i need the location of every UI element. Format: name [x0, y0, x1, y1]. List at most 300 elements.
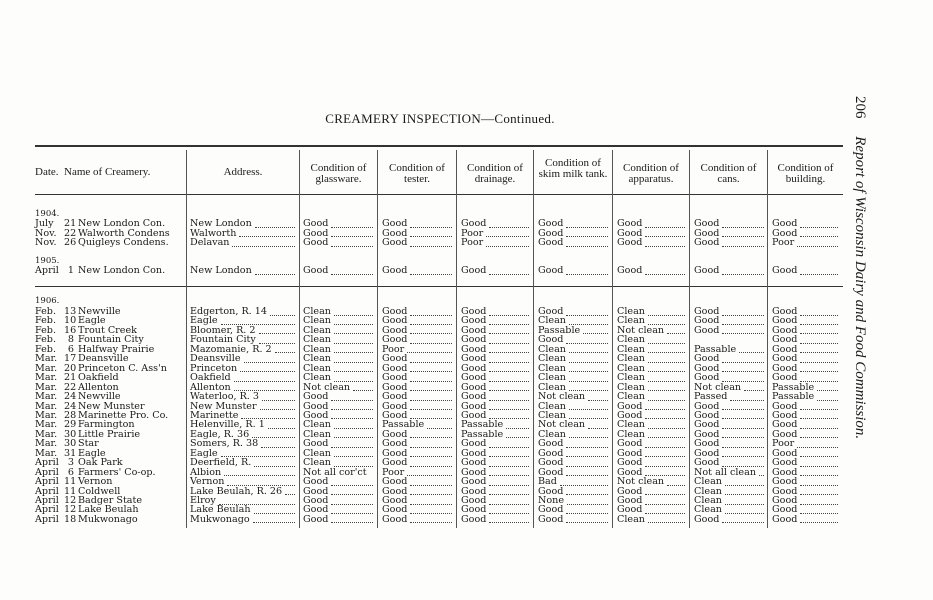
leader-dots [486, 236, 529, 237]
cell-skim: Good [538, 334, 564, 346]
leader-dots [489, 409, 529, 410]
leader-dots [353, 390, 373, 391]
leader-dots [645, 456, 685, 457]
cell-glassware: Good [303, 495, 329, 506]
cell-building: Good [772, 476, 798, 488]
year-label: 1905. [35, 256, 60, 266]
leader-dots [489, 352, 529, 353]
cell-building: Good [772, 353, 798, 365]
leader-dots [331, 274, 373, 275]
leader-dots [489, 371, 529, 372]
date-day: 31 [64, 447, 77, 459]
date-day: 12 [64, 504, 77, 516]
cell-apparatus: Good [617, 457, 643, 469]
leader-dots [744, 390, 764, 391]
leader-dots [588, 400, 608, 401]
cell-skim: Good [538, 306, 564, 317]
leader-dots [645, 466, 685, 467]
leader-dots [489, 390, 529, 391]
leader-dots [410, 343, 452, 344]
creamery-name: Trout Creek [78, 324, 137, 336]
creamery-address: Somers, R. 38 [190, 438, 259, 450]
cell-skim: Good [538, 227, 564, 239]
date-month: Mar. [35, 447, 58, 459]
header-skim-milk-tank: Condition of skim milk tank. [538, 157, 608, 180]
cell-skim: Clean [538, 353, 566, 365]
cell-drainage: Good [461, 265, 487, 276]
leader-dots [334, 362, 373, 363]
leader-dots [800, 362, 838, 363]
cell-apparatus: Good [617, 227, 643, 239]
leader-dots [648, 428, 685, 429]
cell-apparatus: Good [617, 400, 643, 412]
cell-tester: Good [382, 334, 408, 346]
cell-drainage: Good [461, 485, 487, 497]
creamery-name: Eagle [78, 447, 106, 459]
creamery-address: Elroy [190, 495, 216, 506]
leader-dots [722, 371, 764, 372]
leader-dots [797, 447, 838, 448]
cell-apparatus: Good [617, 447, 643, 459]
leader-dots [569, 352, 608, 353]
creamery-name: New London Con. [78, 265, 166, 276]
cell-glassware: Good [303, 237, 329, 248]
leader-dots [722, 324, 764, 325]
cell-skim: Clean [538, 315, 566, 327]
cell-skim: Clean [538, 372, 566, 384]
leader-dots [334, 456, 373, 457]
creamery-name: Deansville [78, 353, 129, 365]
cell-cans: Clean [694, 485, 722, 497]
creamery-address: Vernon [190, 476, 225, 488]
creamery-name: Oak Park [78, 457, 123, 469]
leader-dots [489, 475, 529, 476]
cell-tester: Good [382, 362, 408, 374]
cell-skim: None [538, 495, 565, 506]
leader-dots [232, 246, 295, 247]
leader-dots [800, 343, 838, 344]
table-row [0, 515, 843, 525]
leader-dots [725, 494, 764, 495]
cell-apparatus: Clean [617, 372, 645, 384]
cell-building: Good [772, 315, 798, 327]
leader-dots [566, 236, 608, 237]
leader-dots [252, 437, 295, 438]
cell-building: Good [772, 343, 798, 355]
date-day: 16 [64, 324, 77, 336]
leader-dots [566, 343, 608, 344]
cell-apparatus: Good [617, 438, 643, 450]
leader-dots [234, 381, 295, 382]
leader-dots [722, 236, 764, 237]
cell-building: Poor [772, 438, 795, 450]
leader-dots [569, 381, 608, 382]
cell-cans: Good [694, 447, 720, 459]
cell-tester: Good [382, 438, 408, 450]
leader-dots [800, 418, 838, 419]
leader-dots [410, 246, 452, 247]
year-label: 1906. [35, 296, 60, 306]
creamery-name: Little Prairie [78, 428, 141, 440]
cell-building: Good [772, 428, 798, 440]
cell-skim: Good [538, 466, 564, 478]
leader-dots [567, 504, 608, 505]
cell-glassware: Good [303, 265, 329, 276]
cell-apparatus: Good [617, 504, 643, 516]
creamery-address: Eagle [190, 315, 218, 327]
leader-dots [268, 428, 295, 429]
cell-drainage: Good [461, 372, 487, 384]
cell-building: Good [772, 362, 798, 374]
cell-drainage: Good [461, 324, 487, 336]
leader-dots [334, 324, 373, 325]
cell-building: Passable [772, 391, 815, 403]
leader-dots [566, 227, 608, 228]
cell-cans: Clean [694, 495, 722, 506]
leader-dots [410, 466, 452, 467]
header-bottom-rule [35, 194, 843, 195]
cell-cans: Good [694, 438, 720, 450]
leader-dots [254, 466, 295, 467]
date-month: Mar. [35, 353, 58, 365]
cell-apparatus: Clean [617, 315, 645, 327]
creamery-address: Fountain City [190, 334, 256, 346]
leader-dots [722, 333, 764, 334]
leader-dots [722, 227, 764, 228]
creamery-address: Mukwonago [190, 513, 250, 525]
date-day: 13 [64, 306, 77, 317]
date-day: 12 [64, 495, 77, 506]
leader-dots [800, 466, 838, 467]
cell-glassware: Good [303, 400, 329, 412]
cell-glassware: Clean [303, 362, 331, 374]
header-name: Name of Creamery. [64, 166, 151, 178]
creamery-name: Princeton C. Ass'n [78, 362, 167, 374]
date-month: Nov. [35, 227, 57, 239]
cell-apparatus: Good [617, 466, 643, 478]
leader-dots [725, 504, 764, 505]
leader-dots [722, 428, 764, 429]
leader-dots [800, 494, 838, 495]
cell-skim: Good [538, 457, 564, 469]
cell-apparatus: Good [617, 218, 643, 229]
cell-building: Good [772, 495, 798, 506]
leader-dots [410, 513, 452, 514]
date-month: April [35, 513, 59, 525]
creamery-name: Fountain City [78, 334, 144, 346]
leader-dots [645, 274, 685, 275]
creamery-name: Newville [78, 306, 121, 317]
leader-dots [407, 475, 452, 476]
leader-dots [722, 456, 764, 457]
date-month: April [35, 495, 59, 506]
leader-dots [410, 236, 452, 237]
cell-apparatus: Not clean [617, 324, 665, 336]
cell-skim: Good [538, 447, 564, 459]
cell-glassware: Clean [303, 457, 331, 469]
cell-skim: Good [538, 218, 564, 229]
leader-dots [566, 274, 608, 275]
leader-dots [427, 428, 452, 429]
header-cans: Condition of cans. [700, 162, 757, 185]
leader-dots [722, 418, 764, 419]
leader-dots [334, 333, 373, 334]
leader-dots [334, 315, 373, 316]
cell-tester: Good [382, 428, 408, 440]
leader-dots [489, 513, 529, 514]
cell-drainage: Passable [461, 419, 504, 431]
running-head [842, 96, 868, 496]
leader-dots [722, 447, 764, 448]
cell-building: Good [772, 447, 798, 459]
cell-cans: Passed [694, 391, 728, 403]
leader-dots [566, 315, 608, 316]
cell-apparatus: Good [617, 237, 643, 248]
cell-glassware: Good [303, 476, 329, 488]
leader-dots [725, 485, 764, 486]
leader-dots [489, 400, 529, 401]
creamery-name: Quigleys Condens. [78, 237, 169, 248]
date-day: 21 [64, 218, 77, 229]
leader-dots [331, 236, 373, 237]
cell-glassware: Clean [303, 334, 331, 346]
cell-skim: Passable [538, 324, 581, 336]
cell-apparatus: Good [617, 485, 643, 497]
leader-dots [410, 447, 452, 448]
creamery-address: Delavan [190, 237, 230, 248]
cell-tester: Good [382, 504, 408, 516]
cell-apparatus: Clean [617, 419, 645, 431]
leader-dots [566, 466, 608, 467]
creamery-name: Coldwell [78, 485, 121, 497]
leader-dots [410, 381, 452, 382]
creamery-address: Helenville, R. 1 [190, 419, 265, 431]
leader-dots [410, 315, 452, 316]
cell-tester: Poor [382, 343, 405, 355]
cell-cans: Good [694, 306, 720, 317]
leader-dots [331, 400, 373, 401]
leader-dots [569, 409, 608, 410]
leader-dots [667, 485, 685, 486]
leader-dots [489, 381, 529, 382]
cell-skim: Not clean [538, 391, 586, 403]
leader-dots [648, 343, 685, 344]
cell-apparatus: Clean [617, 306, 645, 317]
cell-cans: Good [694, 315, 720, 327]
date-month: Feb. [35, 343, 57, 355]
creamery-address: Bloomer, R. 2 [190, 324, 256, 336]
leader-dots [489, 227, 529, 228]
leader-dots [331, 227, 373, 228]
leader-dots [410, 324, 452, 325]
leader-dots [648, 390, 685, 391]
cell-drainage: Good [461, 504, 487, 516]
cell-tester: Good [382, 324, 408, 336]
header-address: Address. [223, 166, 263, 178]
leader-dots [648, 352, 685, 353]
leader-dots [259, 333, 295, 334]
leader-dots [722, 437, 764, 438]
leader-dots [722, 409, 764, 410]
creamery-address: Eagle [190, 447, 218, 459]
leader-dots [260, 409, 295, 410]
cell-tester: Good [382, 306, 408, 317]
cell-building: Good [772, 306, 798, 317]
leader-dots [800, 315, 838, 316]
date-month: Feb. [35, 306, 57, 317]
leader-dots [722, 274, 764, 275]
leader-dots [410, 522, 452, 523]
cell-glassware: Good [303, 485, 329, 497]
leader-dots [255, 274, 295, 275]
creamery-address: Oakfield [190, 372, 231, 384]
cell-drainage: Good [461, 466, 487, 478]
creamery-name: New Munster [78, 400, 145, 412]
leader-dots [645, 513, 685, 514]
cell-tester: Good [382, 400, 408, 412]
leader-dots [410, 274, 452, 275]
date-month: Mar. [35, 381, 58, 393]
creamery-name: Marinette Pro. Co. [78, 409, 169, 421]
leader-dots [800, 475, 838, 476]
leader-dots [489, 494, 529, 495]
table-row [0, 266, 843, 276]
cell-building: Good [772, 513, 798, 525]
cell-glassware: Clean [303, 306, 331, 317]
leader-dots [800, 513, 838, 514]
leader-dots [722, 362, 764, 363]
cell-cans: Good [694, 409, 720, 421]
leader-dots [648, 315, 685, 316]
date-day: 22 [64, 227, 77, 239]
cell-tester: Good [382, 485, 408, 497]
leader-dots [410, 362, 452, 363]
creamery-name: Allenton [78, 381, 119, 393]
cell-skim: Clean [538, 428, 566, 440]
cell-tester: Good [382, 372, 408, 384]
cell-drainage: Good [461, 400, 487, 412]
leader-dots [566, 447, 608, 448]
cell-cans: Good [694, 428, 720, 440]
leader-dots [489, 447, 529, 448]
leader-dots [240, 371, 295, 372]
leader-dots [489, 504, 529, 505]
leader-dots [800, 428, 838, 429]
leader-dots [410, 333, 452, 334]
cell-tester: Good [382, 391, 408, 403]
leader-dots [722, 315, 764, 316]
leader-dots [588, 428, 608, 429]
cell-drainage: Good [461, 315, 487, 327]
creamery-name: Farmington [78, 419, 135, 431]
cell-tester: Good [382, 265, 408, 276]
creamery-address: Deerfield, R. [190, 457, 252, 469]
leader-dots [331, 447, 373, 448]
leader-dots [583, 333, 608, 334]
date-day: 29 [64, 419, 77, 431]
cell-skim: Clean [538, 343, 566, 355]
creamery-name: New London Con. [78, 218, 166, 229]
leader-dots [410, 494, 452, 495]
cell-skim: Bad [538, 476, 557, 488]
leader-dots [253, 522, 295, 523]
cell-drainage: Good [461, 457, 487, 469]
leader-dots [759, 475, 764, 476]
leader-dots [648, 381, 685, 382]
leader-dots [224, 475, 295, 476]
creamery-address: Eagle, R. 36 [190, 428, 250, 440]
leader-dots [566, 522, 608, 523]
cell-cans: Good [694, 372, 720, 384]
leader-dots [334, 437, 373, 438]
cell-tester: Good [382, 381, 408, 393]
cell-cans: Good [694, 265, 720, 276]
cell-apparatus: Clean [617, 428, 645, 440]
cell-building: Good [772, 409, 798, 421]
cell-building: Good [772, 227, 798, 239]
header-building: Condition of building. [777, 162, 834, 185]
leader-dots [722, 246, 764, 247]
cell-building: Good [772, 419, 798, 431]
creamery-name: Oakfield [78, 372, 119, 384]
creamery-address: New London [190, 265, 252, 276]
leader-dots [506, 437, 529, 438]
leader-dots [407, 352, 452, 353]
date-day: 24 [64, 400, 77, 412]
date-month: Mar. [35, 372, 58, 384]
leader-dots [800, 437, 838, 438]
leader-dots [645, 246, 685, 247]
cell-glassware: Good [303, 513, 329, 525]
leader-dots [331, 494, 373, 495]
leader-dots [645, 236, 685, 237]
creamery-name: Newville [78, 391, 121, 403]
date-month: April [35, 466, 59, 478]
cell-drainage: Good [461, 476, 487, 488]
leader-dots [645, 227, 685, 228]
cell-tester: Good [382, 513, 408, 525]
date-month: Feb. [35, 324, 57, 336]
leader-dots [569, 362, 608, 363]
leader-dots [645, 494, 685, 495]
cell-apparatus: Clean [617, 343, 645, 355]
leader-dots [334, 343, 373, 344]
page-number: 206 [852, 96, 868, 119]
cell-apparatus: Clean [617, 353, 645, 365]
leader-dots [489, 343, 529, 344]
leader-dots [800, 371, 838, 372]
leader-dots [334, 371, 373, 372]
leader-dots [331, 409, 373, 410]
leader-dots [800, 324, 838, 325]
date-month: April [35, 476, 59, 488]
header-date: Date. [35, 166, 59, 178]
creamery-address: Princeton [190, 362, 238, 374]
cell-drainage: Good [461, 353, 487, 365]
cell-building: Good [772, 265, 798, 276]
date-month: Mar. [35, 409, 58, 421]
leader-dots [569, 437, 608, 438]
leader-dots [489, 324, 529, 325]
date-day: 6 [67, 343, 74, 355]
leader-dots [566, 246, 608, 247]
cell-tester: Good [382, 218, 408, 229]
cell-apparatus: Good [617, 409, 643, 421]
leader-dots [569, 371, 608, 372]
leader-dots [645, 409, 685, 410]
cell-drainage: Good [461, 391, 487, 403]
leader-dots [255, 227, 295, 228]
